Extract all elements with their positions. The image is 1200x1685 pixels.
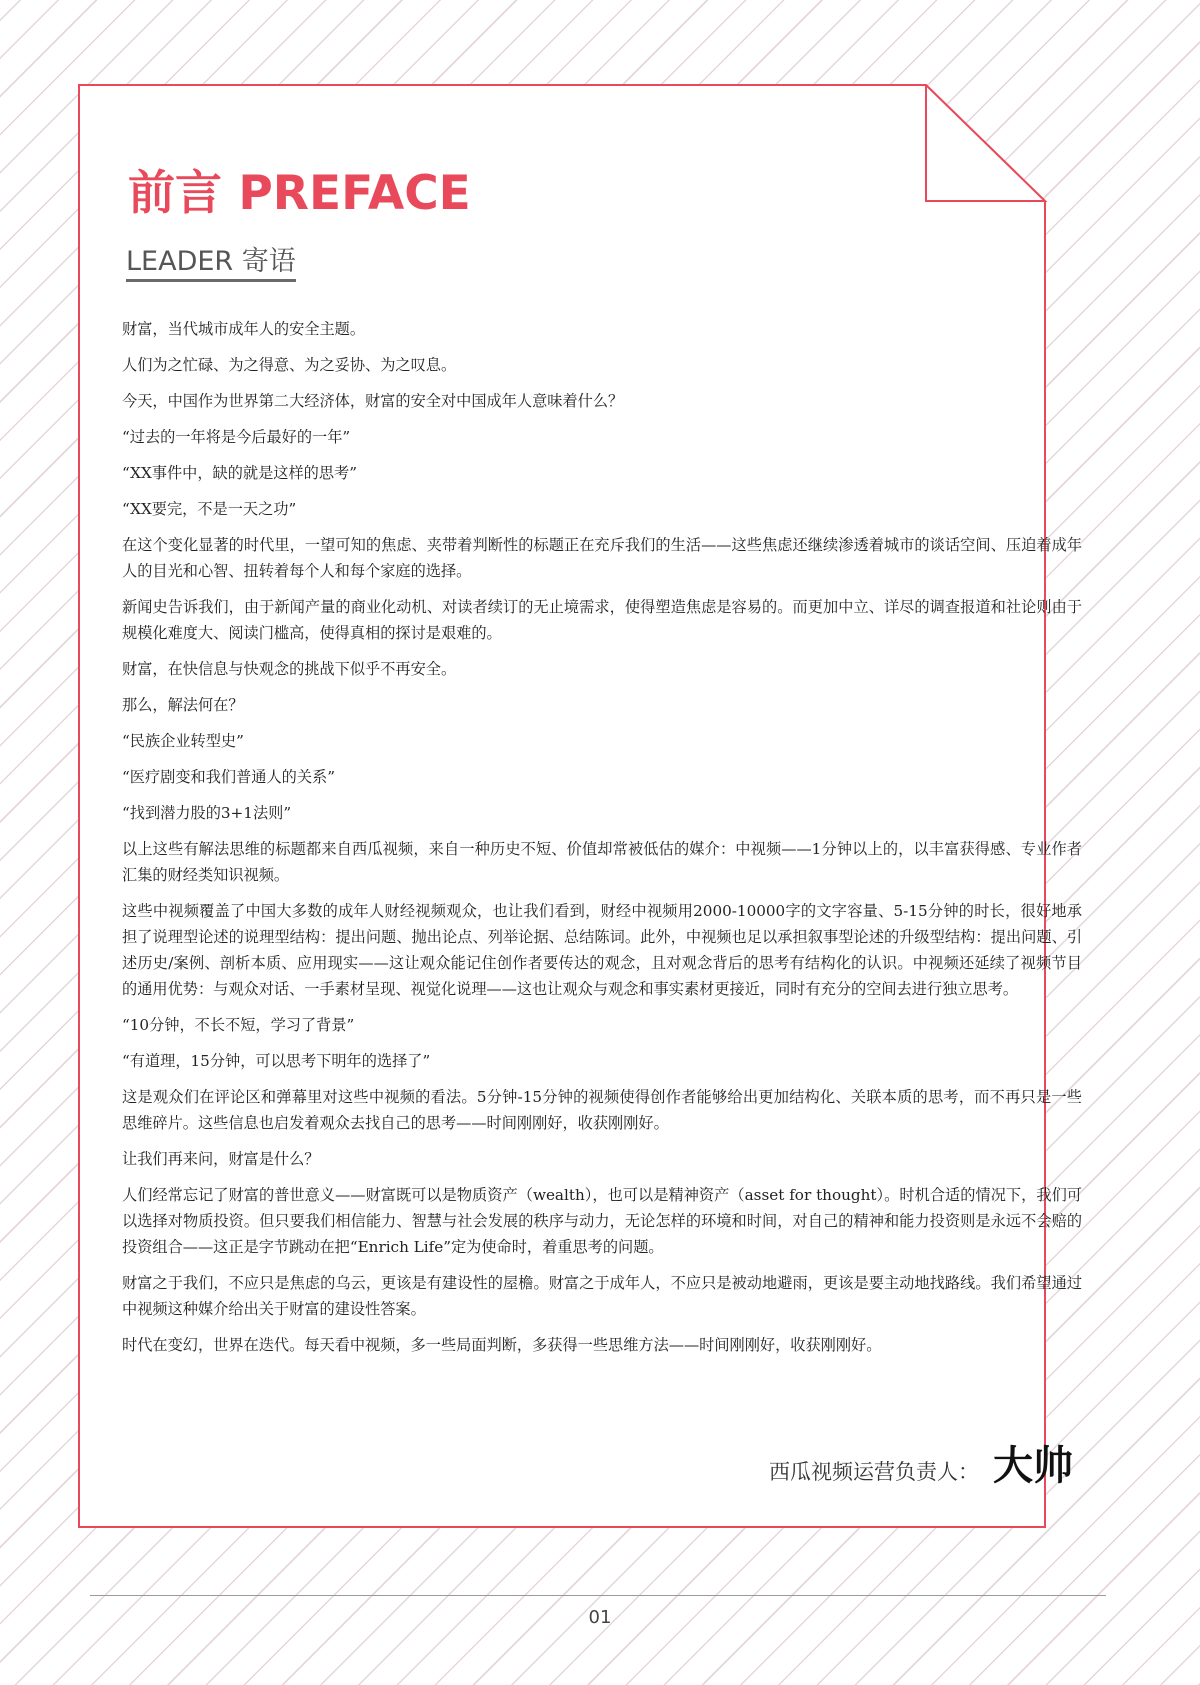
- preface-card: [78, 84, 1123, 1528]
- preface-body: [122, 316, 1082, 1368]
- footer-divider: [90, 1595, 1106, 1596]
- paragraph: 这些中视频覆盖了中国大多数的成年人财经视频观众，也让我们看到，财经中视频用2000-10000字的文字容量、5-15分钟的时长，很好地承担了说理型论述的说理型结构：提出问题、抛出论点、列举论据、总结陈词。此外，中视频也足以承担叙事型论述的升级型结构：提出问题、引述历史/案例、剖析本质、应用现实——这让观众能记住创作者要传达的观念，且对观念背后的思考有结构化的认识。中视频还延续了视频节目的通用优势：与观众对话、一手素材呈现、视觉化说理——这也让观众与观念和事实素材更接近，同时有充分的空间去进行独立思考。: [122, 902, 1082, 998]
- page-subtitle: LEADER 寄语: [126, 248, 296, 282]
- signature-name: 大帅: [993, 1442, 1073, 1489]
- quote-paragraph: “找到潜力股的3+1法则”: [122, 804, 292, 822]
- signature-block: [769, 1434, 1073, 1491]
- paragraph: 在这个变化显著的时代里，一望可知的焦虑、夹带着判断性的标题正在充斥我们的生活——这些焦虑还继续渗透着城市的谈话空间、压迫着成年人的目光和心智、扭转着每个人和每个家庭的选择。: [122, 536, 1082, 580]
- quote-paragraph: “有道理，15分钟，可以思考下明年的选择了”: [122, 1052, 431, 1070]
- paragraph: 财富，在快信息与快观念的挑战下似乎不再安全。: [122, 660, 457, 678]
- paragraph: 这是观众们在评论区和弹幕里对这些中视频的看法。5分钟-15分钟的视频使得创作者能够给出更加结构化、关联本质的思考，而不再只是一些思维碎片。这些信息也启发着观众去找自己的思考——时间刚刚好，收获刚刚好。: [122, 1088, 1082, 1132]
- paragraph: 以上这些有解法思维的标题都来自西瓜视频，来自一种历史不短、价值却常被低估的媒介：中视频——1分钟以上的，以丰富获得感、专业作者汇集的财经类知识视频。: [122, 840, 1082, 884]
- quote-paragraph: “XX事件中，缺的就是这样的思考”: [122, 464, 358, 482]
- paragraph: 让我们再来问，财富是什么？: [122, 1150, 320, 1168]
- paragraph: 财富之于我们，不应只是焦虑的乌云，更该是有建设性的屋檐。财富之于成年人，不应只是被动地避雨，更该是要主动地找路线。我们希望通过中视频这种媒介给出关于财富的建设性答案。: [122, 1274, 1082, 1318]
- signature-label: 西瓜视频运营负责人：: [769, 1460, 979, 1484]
- page-fold-corner: [926, 85, 1045, 201]
- quote-paragraph: “10分钟，不长不短，学习了背景”: [122, 1016, 355, 1034]
- quote-paragraph: “过去的一年将是今后最好的一年”: [122, 428, 351, 446]
- paragraph: 今天，中国作为世界第二大经济体，财富的安全对中国成年人意味着什么？: [122, 392, 624, 410]
- page-title: 前言 PREFACE: [128, 166, 471, 221]
- paragraph: 人们经常忘记了财富的普世意义——财富既可以是物质资产（wealth），也可以是精神资产（asset for thought）。时机合适的情况下，我们可以选择对物质投资。但只要我们相信能力、智慧与社会发展的秩序与动力，无论怎样的环境和时间，对自己的精神和能力投资则是永远不会赔的投资组合——这正是字节跳动在把“Enrich Life”定为使命时，着重思考的问题。: [122, 1186, 1082, 1256]
- quote-paragraph: “民族企业转型史”: [122, 732, 244, 750]
- paragraph: 那么，解法何在？: [122, 696, 244, 714]
- quote-paragraph: “XX要完，不是一天之功”: [122, 500, 297, 518]
- paragraph: 财富，当代城市成年人的安全主题。: [122, 320, 365, 338]
- quote-paragraph: “医疗剧变和我们普通人的关系”: [122, 768, 335, 786]
- paragraph: 时代在变幻，世界在迭代。每天看中视频，多一些局面判断，多获得一些思维方法——时间刚刚好，收获刚刚好。: [122, 1336, 882, 1354]
- paragraph: 人们为之忙碌、为之得意、为之妥协、为之叹息。: [122, 356, 457, 374]
- page-number: 01: [588, 1607, 612, 1628]
- paragraph: 新闻史告诉我们，由于新闻产量的商业化动机、对读者续订的无止境需求，使得塑造焦虑是容易的。而更加中立、详尽的调查报道和社论则由于规模化难度大、阅读门槛高，使得真相的探讨是艰难的。: [122, 598, 1082, 642]
